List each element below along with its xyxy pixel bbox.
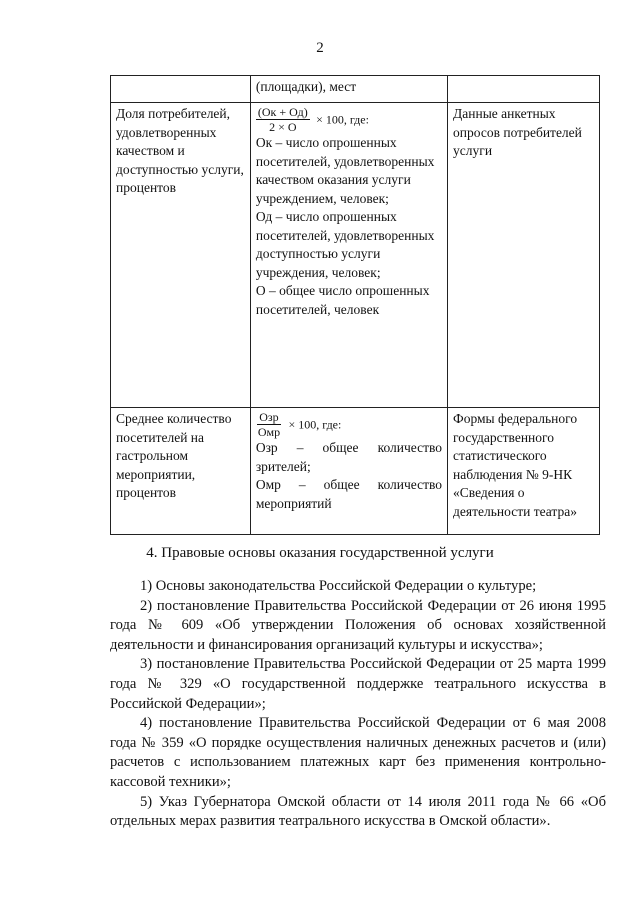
definition-omr: Омр – общее количество [255, 477, 443, 492]
list-item: 3) постановление Правительства Российской Федерации от 25 марта 1999 года № 329 «О государственной поддержке театрального искусства в Российской Федерации»; [110, 656, 606, 712]
indicator-name-cell [111, 408, 251, 535]
source-cell [448, 103, 600, 408]
indicator-name-cell [111, 103, 251, 408]
formula-cell [250, 103, 447, 408]
table-cell [250, 76, 447, 103]
indicators-table [110, 75, 600, 535]
page-number: 2 [316, 40, 324, 56]
list-item: 1) Основы законодательства Российской Федерации о культуре; [140, 578, 537, 594]
formula-fraction [256, 410, 282, 439]
table-row [111, 76, 600, 103]
list-item: 2) постановление Правительства Российской Федерации от 26 июня 1995 года № 609 «Об утверждении Положения об основах хозяйственной деятельности и финансирования организаций культуры и искусства»; [110, 597, 606, 653]
table-row [111, 103, 600, 408]
legal-basis-list [110, 577, 606, 832]
definition-omr-cont: мероприятий [255, 495, 332, 511]
table-row [111, 408, 600, 535]
data-source: Формы федерального государственного статистического наблюдения № 9-НК «Сведения о деятельности театра» [453, 411, 578, 519]
formula-denominator: Омр [257, 425, 281, 439]
formula-fraction [256, 105, 310, 134]
formula-numerator: (Ок + Од) [257, 105, 308, 119]
formula-numerator: Озр [259, 410, 279, 424]
cell-text: (площадки), мест [255, 79, 357, 94]
formula-multiplier: × 100, где: [316, 112, 369, 127]
data-source: Данные анкетных опросов потребителей услуги [453, 106, 582, 158]
definition-ozr: Озр – общее количество [255, 440, 443, 455]
definition-ok: Ок – число опрошенных посетителей, удовлетворенных качеством оказания услуги учреждением, человек; [255, 135, 435, 206]
section-title: 4. Правовые основы оказания государственной услуги [146, 545, 494, 561]
indicator-name: Доля потребителей, удовлетворенных качеством и доступностью услуги, процентов [116, 106, 244, 195]
list-item: 5) Указ Губернатора Омской области от 14 июля 2011 года № 66 «Об отдельных мерах развития театрального искусства в Омской области». [110, 793, 606, 830]
formula [256, 410, 442, 439]
definition-ozr-cont: зрителей; [255, 458, 311, 474]
source-cell [448, 408, 600, 535]
table-cell [111, 76, 251, 103]
formula-denominator: 2 × О [269, 120, 297, 134]
formula-cell [250, 408, 447, 535]
formula-multiplier: × 100, где: [288, 417, 342, 432]
indicator-name: Среднее количество посетителей на гастрольном мероприятии, процентов [116, 411, 232, 500]
table-cell [448, 76, 600, 103]
list-item: 4) постановление Правительства Российской Федерации от 6 мая 2008 года № 359 «О порядке осуществления наличных денежных расчетов и (или) расчетов с использованием платежных карт без применения контрольно-кассовой техники»; [110, 715, 606, 790]
definition-o: О – общее число опрошенных посетителей, человек [255, 283, 430, 317]
formula [256, 105, 442, 134]
definition-od: Од – число опрошенных посетителей, удовлетворенных доступностью услуги учреждения, человек; [255, 209, 435, 280]
